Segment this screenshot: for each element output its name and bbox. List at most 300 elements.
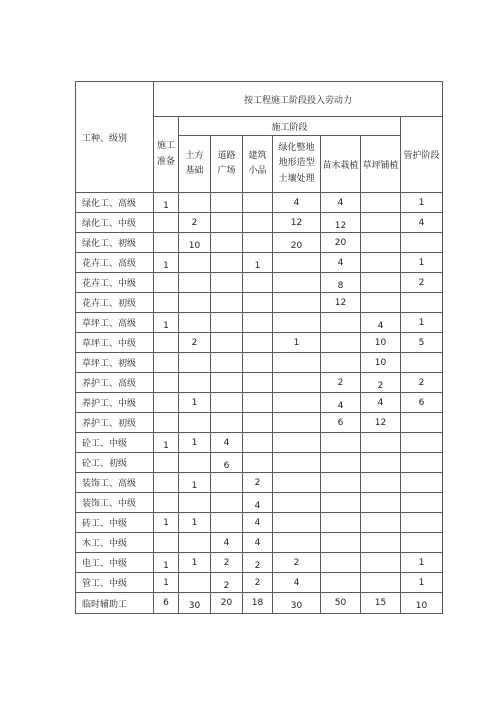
table-cell bbox=[361, 553, 401, 573]
table-cell bbox=[361, 313, 401, 333]
table-cell bbox=[401, 453, 443, 473]
table-cell bbox=[243, 193, 273, 213]
table-cell bbox=[179, 413, 211, 433]
table-row bbox=[76, 593, 443, 614]
table-cell bbox=[361, 213, 401, 233]
table-cell bbox=[321, 233, 361, 253]
table-cell bbox=[154, 453, 179, 473]
table-cell bbox=[321, 393, 361, 413]
table-cell bbox=[179, 493, 211, 513]
cell-value: 12 bbox=[374, 417, 387, 428]
column-header-line: 土方 bbox=[185, 150, 204, 161]
table-cell bbox=[154, 473, 179, 493]
table-row bbox=[76, 573, 443, 593]
table-row bbox=[76, 533, 443, 553]
table-cell bbox=[361, 453, 401, 473]
table-cell bbox=[211, 373, 243, 393]
row-label: 草坪工、高级 bbox=[76, 313, 154, 333]
table-cell bbox=[401, 233, 443, 253]
table-cell bbox=[361, 253, 401, 273]
cell-value: 10 bbox=[374, 337, 387, 348]
column-header-1 bbox=[179, 136, 211, 193]
cell-value: 6 bbox=[163, 598, 169, 608]
column-header-5 bbox=[321, 136, 361, 193]
table-cell bbox=[211, 333, 243, 353]
cell-value: 2 bbox=[223, 557, 230, 568]
table-cell bbox=[401, 593, 443, 614]
cell-value: 1 bbox=[254, 260, 261, 271]
row-label: 装饰工、高级 bbox=[76, 473, 154, 493]
table-cell bbox=[243, 293, 273, 313]
table-cell bbox=[179, 353, 211, 373]
cell-value: 10 bbox=[415, 601, 428, 611]
column-header-line: 基础 bbox=[185, 166, 204, 176]
table-cell bbox=[179, 273, 211, 293]
cell-value: 8 bbox=[337, 280, 344, 291]
cell-value: 2 bbox=[293, 557, 300, 568]
table-cell bbox=[211, 573, 243, 593]
table-cell bbox=[179, 313, 211, 333]
table-cell bbox=[211, 293, 243, 313]
cell-value: 1 bbox=[163, 517, 169, 528]
table-cell bbox=[273, 393, 321, 413]
table-cell bbox=[179, 433, 211, 453]
table-cell bbox=[243, 493, 273, 513]
column-header-line: 小品 bbox=[248, 166, 267, 176]
table-cell bbox=[211, 193, 243, 213]
table-cell bbox=[243, 533, 273, 553]
cell-value: 2 bbox=[223, 580, 230, 591]
table-cell bbox=[154, 573, 179, 593]
table-cell bbox=[179, 193, 211, 213]
row-label: 花卉工、中级 bbox=[76, 273, 154, 293]
cell-value: 1 bbox=[163, 260, 169, 271]
table-row bbox=[76, 193, 443, 213]
row-label: 养护工、高级 bbox=[76, 373, 154, 393]
table-cell bbox=[321, 313, 361, 333]
table-cell bbox=[179, 453, 211, 473]
column-header-line: 绿化整地 bbox=[278, 143, 315, 154]
table-cell bbox=[273, 333, 321, 353]
row-header-label: 工种、级别 bbox=[82, 133, 128, 144]
row-label: 临时辅助工 bbox=[76, 593, 154, 614]
column-header-line: 道路 bbox=[217, 150, 236, 161]
table-cell bbox=[243, 573, 273, 593]
cell-value: 4 bbox=[254, 517, 261, 528]
table-cell bbox=[154, 433, 179, 453]
cell-value: 1 bbox=[163, 560, 169, 571]
column-header-4 bbox=[273, 136, 321, 193]
table-cell bbox=[211, 253, 243, 273]
table-cell bbox=[243, 553, 273, 573]
table-cell bbox=[154, 253, 179, 273]
cell-value: 1 bbox=[191, 437, 198, 448]
cell-value: 4 bbox=[293, 577, 300, 588]
row-label: 装饰工、中级 bbox=[76, 493, 154, 513]
cell-value: 20 bbox=[290, 240, 303, 251]
table-cell bbox=[361, 393, 401, 413]
table-cell bbox=[243, 373, 273, 393]
cell-value: 1 bbox=[191, 557, 198, 568]
table-cell bbox=[179, 213, 211, 233]
table-cell bbox=[211, 273, 243, 293]
cell-value: 1 bbox=[163, 577, 169, 588]
cell-value: 12 bbox=[334, 220, 347, 231]
row-header-cell bbox=[76, 82, 154, 193]
table-cell bbox=[273, 313, 321, 333]
table-cell bbox=[243, 413, 273, 433]
column-header-line: 建筑 bbox=[248, 150, 267, 161]
table-cell bbox=[361, 433, 401, 453]
table-cell bbox=[243, 353, 273, 373]
cell-value: 1 bbox=[418, 197, 425, 208]
column-header-line: 施工 bbox=[156, 141, 175, 152]
table-row bbox=[76, 433, 443, 453]
cell-value: 10 bbox=[374, 357, 387, 368]
header-row-top bbox=[76, 82, 443, 117]
table-cell bbox=[401, 333, 443, 353]
table-cell bbox=[243, 433, 273, 453]
cell-value: 18 bbox=[251, 598, 264, 608]
table-cell bbox=[401, 273, 443, 293]
table-cell bbox=[243, 593, 273, 614]
table-cell bbox=[179, 393, 211, 413]
table-cell bbox=[243, 313, 273, 333]
table-cell bbox=[154, 233, 179, 253]
cell-value: 4 bbox=[254, 537, 261, 548]
table-cell bbox=[401, 313, 443, 333]
row-label: 草坪工、初级 bbox=[76, 353, 154, 373]
cell-value: 2 bbox=[418, 377, 425, 388]
table-cell bbox=[361, 273, 401, 293]
table-cell bbox=[321, 453, 361, 473]
table-cell bbox=[361, 293, 401, 313]
table-row bbox=[76, 333, 443, 353]
table-cell bbox=[154, 493, 179, 513]
table-cell bbox=[361, 593, 401, 614]
row-label: 砼工、中级 bbox=[76, 433, 154, 453]
cell-value: 1 bbox=[293, 337, 300, 348]
top-header-label: 按工程施工阶段投入劳动力 bbox=[244, 95, 353, 106]
table-cell bbox=[321, 353, 361, 373]
table-row bbox=[76, 353, 443, 373]
table-cell bbox=[361, 373, 401, 393]
cell-value: 1 bbox=[418, 317, 425, 328]
row-label: 砖工、中级 bbox=[76, 513, 154, 533]
table-cell bbox=[321, 553, 361, 573]
table-cell bbox=[361, 533, 401, 553]
table-row bbox=[76, 253, 443, 273]
table-cell bbox=[243, 513, 273, 533]
cell-value: 2 bbox=[254, 560, 261, 571]
cell-value: 4 bbox=[337, 197, 344, 208]
table-cell bbox=[211, 433, 243, 453]
table-cell bbox=[321, 513, 361, 533]
phase-header-cell bbox=[179, 117, 401, 136]
cell-value: 50 bbox=[334, 598, 347, 608]
table-cell bbox=[179, 233, 211, 253]
cell-value: 6 bbox=[223, 460, 230, 471]
table-cell bbox=[179, 513, 211, 533]
table-cell bbox=[273, 533, 321, 553]
table-cell bbox=[361, 473, 401, 493]
row-label: 养护工、中级 bbox=[76, 393, 154, 413]
row-label: 电工、中级 bbox=[76, 553, 154, 573]
table-cell bbox=[154, 373, 179, 393]
table-cell bbox=[179, 253, 211, 273]
table-cell bbox=[179, 593, 211, 614]
table-cell bbox=[401, 473, 443, 493]
table-cell bbox=[361, 493, 401, 513]
column-header-7 bbox=[401, 117, 443, 193]
table-cell bbox=[273, 213, 321, 233]
cell-value: 4 bbox=[377, 397, 384, 408]
table-cell bbox=[401, 433, 443, 453]
cell-value: 4 bbox=[223, 537, 230, 548]
table-cell bbox=[154, 213, 179, 233]
table-cell bbox=[321, 213, 361, 233]
row-label: 花卉工、初级 bbox=[76, 293, 154, 313]
table-cell bbox=[321, 193, 361, 213]
column-header-line: 地形造型 bbox=[278, 158, 315, 169]
cell-value: 20 bbox=[334, 237, 347, 248]
table-cell bbox=[154, 413, 179, 433]
cell-value: 30 bbox=[290, 601, 303, 611]
table-cell bbox=[321, 253, 361, 273]
table-row bbox=[76, 373, 443, 393]
cell-value: 12 bbox=[290, 217, 303, 228]
cell-value: 4 bbox=[254, 500, 261, 511]
cell-value: 1 bbox=[191, 397, 198, 408]
table-cell bbox=[243, 213, 273, 233]
cell-value: 1 bbox=[191, 480, 198, 491]
cell-value: 1 bbox=[418, 557, 425, 568]
table-cell bbox=[154, 273, 179, 293]
table-cell bbox=[273, 493, 321, 513]
table-cell bbox=[154, 553, 179, 573]
cell-value: 1 bbox=[191, 517, 198, 528]
cell-value: 1 bbox=[418, 257, 425, 268]
table-cell bbox=[211, 413, 243, 433]
table-cell bbox=[401, 513, 443, 533]
cell-value: 2 bbox=[418, 277, 425, 288]
table-cell bbox=[243, 273, 273, 293]
cell-value: 6 bbox=[418, 397, 425, 408]
table-cell bbox=[361, 193, 401, 213]
table-row bbox=[76, 513, 443, 533]
table-cell bbox=[179, 533, 211, 553]
table-cell bbox=[211, 473, 243, 493]
cell-value: 1 bbox=[418, 577, 425, 588]
table-cell bbox=[211, 233, 243, 253]
column-header-6 bbox=[361, 136, 401, 193]
table-cell bbox=[243, 393, 273, 413]
row-label: 管工、中级 bbox=[76, 573, 154, 593]
table-cell bbox=[273, 473, 321, 493]
table-cell bbox=[361, 233, 401, 253]
table-cell bbox=[321, 433, 361, 453]
table-cell bbox=[179, 573, 211, 593]
table-cell bbox=[211, 493, 243, 513]
column-header-line: 准备 bbox=[156, 156, 175, 167]
row-label: 养护工、初级 bbox=[76, 413, 154, 433]
labor-table bbox=[75, 81, 443, 614]
table-cell bbox=[361, 573, 401, 593]
table-cell bbox=[211, 593, 243, 614]
table-cell bbox=[273, 513, 321, 533]
cell-value: 1 bbox=[163, 200, 169, 211]
table-cell bbox=[154, 533, 179, 553]
table-cell bbox=[401, 413, 443, 433]
table-cell bbox=[154, 313, 179, 333]
table-cell bbox=[154, 333, 179, 353]
column-header-2 bbox=[211, 136, 243, 193]
table-cell bbox=[401, 533, 443, 553]
row-label: 绿化工、初级 bbox=[76, 233, 154, 253]
row-label: 砼工、初级 bbox=[76, 453, 154, 473]
table-cell bbox=[401, 293, 443, 313]
row-label: 花卉工、高级 bbox=[76, 253, 154, 273]
table-row bbox=[76, 453, 443, 473]
table-cell bbox=[179, 473, 211, 493]
cell-value: 30 bbox=[188, 601, 201, 611]
cell-value: 2 bbox=[254, 577, 261, 588]
column-header-line: 苗木栽植 bbox=[322, 160, 359, 171]
cell-value: 4 bbox=[223, 437, 230, 448]
column-header-0 bbox=[154, 117, 179, 193]
table-cell bbox=[321, 473, 361, 493]
table-cell bbox=[321, 333, 361, 353]
table-cell bbox=[243, 333, 273, 353]
column-header-line: 管护阶段 bbox=[403, 151, 440, 161]
table-row bbox=[76, 413, 443, 433]
table-cell bbox=[179, 373, 211, 393]
table-cell bbox=[179, 333, 211, 353]
table-cell bbox=[273, 193, 321, 213]
table-row bbox=[76, 493, 443, 513]
column-header-line: 广场 bbox=[217, 166, 236, 176]
table-cell bbox=[273, 273, 321, 293]
table-cell bbox=[401, 573, 443, 593]
column-header-3 bbox=[243, 136, 273, 193]
table-row bbox=[76, 233, 443, 253]
table-cell bbox=[243, 233, 273, 253]
cell-value: 1 bbox=[163, 320, 169, 331]
cell-value: 10 bbox=[188, 240, 201, 251]
table-cell bbox=[361, 513, 401, 533]
table-row bbox=[76, 293, 443, 313]
table-cell bbox=[243, 453, 273, 473]
table-cell bbox=[321, 593, 361, 614]
cell-value: 6 bbox=[337, 417, 344, 428]
table-cell bbox=[273, 453, 321, 473]
table-cell bbox=[401, 373, 443, 393]
table-cell bbox=[179, 553, 211, 573]
table-cell bbox=[321, 533, 361, 553]
table-cell bbox=[321, 293, 361, 313]
table-cell bbox=[361, 353, 401, 373]
cell-value: 4 bbox=[293, 197, 300, 208]
table-cell bbox=[273, 553, 321, 573]
cell-value: 4 bbox=[337, 400, 344, 411]
table-cell bbox=[154, 293, 179, 313]
table-cell bbox=[243, 253, 273, 273]
table-cell bbox=[273, 373, 321, 393]
table-cell bbox=[361, 333, 401, 353]
table-row bbox=[76, 473, 443, 493]
table-cell bbox=[321, 413, 361, 433]
table-cell bbox=[211, 453, 243, 473]
table-row bbox=[76, 273, 443, 293]
cell-value: 2 bbox=[254, 477, 261, 488]
table-cell bbox=[273, 233, 321, 253]
cell-value: 2 bbox=[337, 377, 344, 388]
row-label: 木工、中级 bbox=[76, 533, 154, 553]
row-label: 绿化工、高级 bbox=[76, 193, 154, 213]
table-cell bbox=[243, 473, 273, 493]
table-cell bbox=[154, 353, 179, 373]
table-cell bbox=[401, 213, 443, 233]
table-cell bbox=[154, 393, 179, 413]
row-label: 草坪工、中级 bbox=[76, 333, 154, 353]
table-cell bbox=[401, 253, 443, 273]
table-body bbox=[76, 82, 443, 614]
table-cell bbox=[273, 593, 321, 614]
cell-value: 20 bbox=[220, 598, 233, 608]
table-cell bbox=[179, 293, 211, 313]
table-cell bbox=[321, 493, 361, 513]
row-label: 绿化工、中级 bbox=[76, 213, 154, 233]
table-cell bbox=[211, 353, 243, 373]
top-header-cell bbox=[154, 82, 443, 117]
column-header-line: 土壤处理 bbox=[278, 173, 315, 184]
cell-value: 2 bbox=[377, 380, 384, 391]
cell-value: 1 bbox=[163, 440, 169, 451]
cell-value: 4 bbox=[418, 217, 425, 228]
table-cell bbox=[211, 533, 243, 553]
table-cell bbox=[321, 573, 361, 593]
table-row bbox=[76, 553, 443, 573]
table-cell bbox=[273, 573, 321, 593]
table-cell bbox=[361, 413, 401, 433]
cell-value: 12 bbox=[334, 297, 347, 308]
table-cell bbox=[401, 193, 443, 213]
table-cell bbox=[273, 253, 321, 273]
table-cell bbox=[154, 513, 179, 533]
table-cell bbox=[154, 593, 179, 614]
table-cell bbox=[211, 553, 243, 573]
cell-value: 2 bbox=[191, 337, 198, 348]
table-cell bbox=[273, 293, 321, 313]
table-cell bbox=[273, 413, 321, 433]
cell-value: 2 bbox=[191, 217, 198, 228]
table-cell bbox=[321, 373, 361, 393]
table-cell bbox=[273, 353, 321, 373]
column-header-line: 草坪铺植 bbox=[362, 160, 399, 171]
table-cell bbox=[401, 353, 443, 373]
cell-value: 15 bbox=[374, 598, 387, 608]
table-cell bbox=[273, 433, 321, 453]
cell-value: 5 bbox=[418, 337, 425, 348]
table-row bbox=[76, 213, 443, 233]
phase-header-label: 施工阶段 bbox=[271, 122, 308, 133]
cell-value: 4 bbox=[337, 257, 344, 268]
table-row bbox=[76, 393, 443, 413]
table-cell bbox=[211, 213, 243, 233]
cell-value: 4 bbox=[377, 320, 384, 331]
table-cell bbox=[211, 393, 243, 413]
table-cell bbox=[401, 553, 443, 573]
